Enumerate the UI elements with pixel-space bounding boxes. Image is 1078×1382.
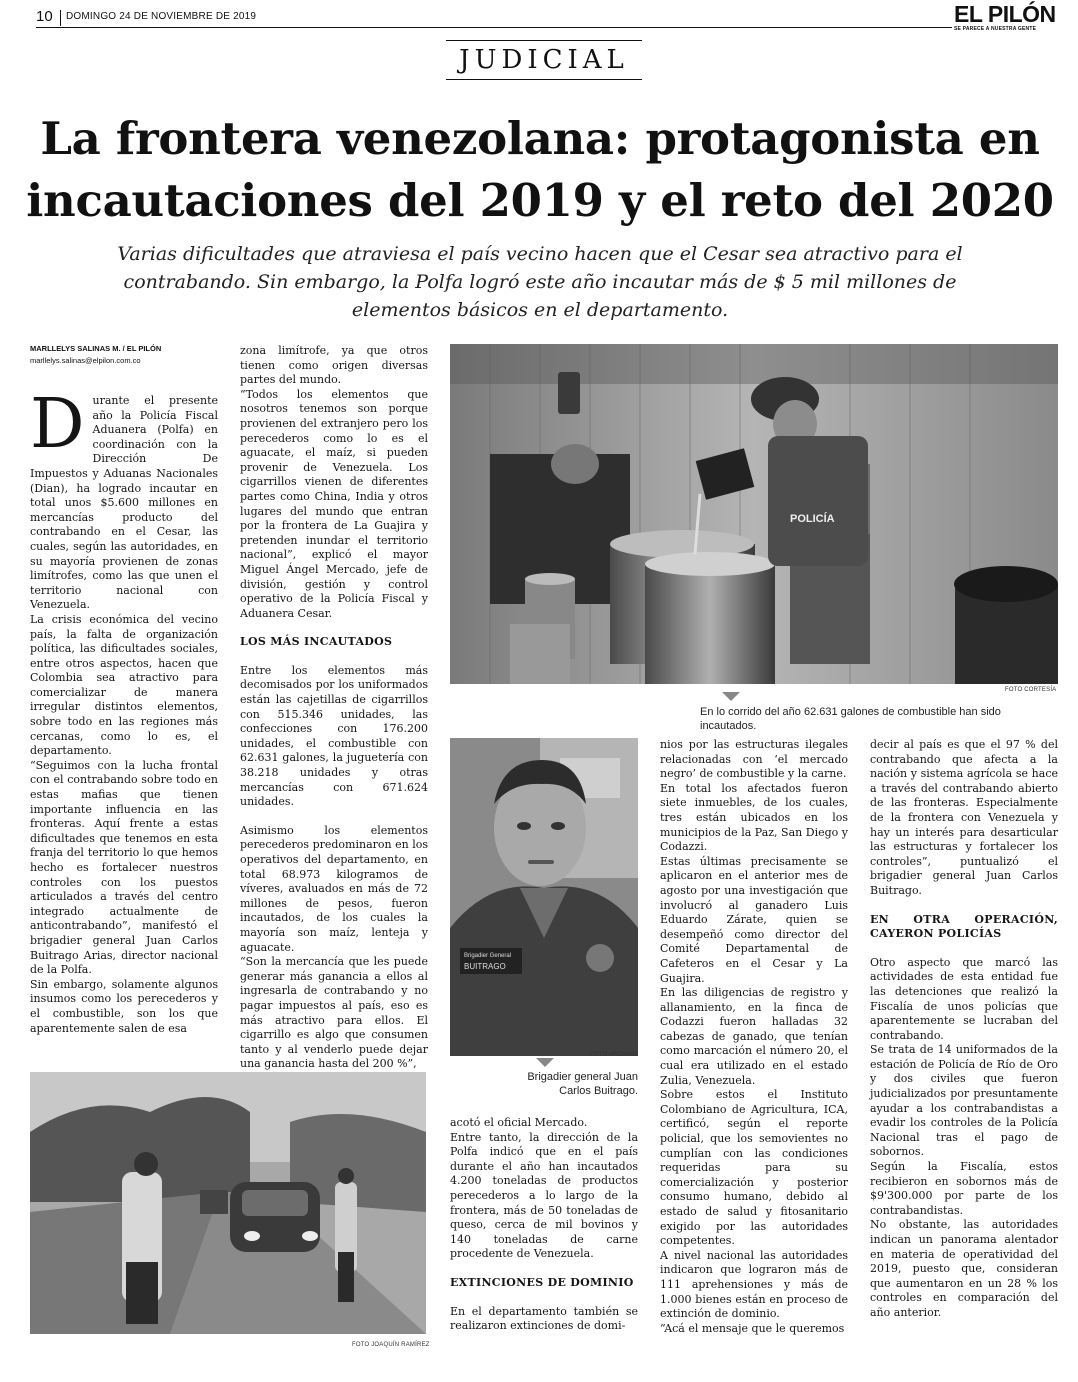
photo-checkpoint	[30, 1072, 426, 1334]
photo-caption: En lo corrido del año 62.631 galones de combustible han sido incautados.	[700, 706, 1001, 732]
paragraph: Entre los elementos más decomisados por los uniformados están las cajetillas de cigarrillos con 515.346 unidades, las confecciones con 176.200 unidades, el combustible con 62.631 galones, la juguetería con 38.218 unidades y otras mercancías con 671.624 unidades.	[240, 663, 428, 809]
paragraph: urante el presente año la Policía Fiscal Aduanera (Polfa) en coordinación con la Dirección De Impuestos y Aduanas Nacionales (Dian), ha logrado incautar en total unos $5.600 millones en mercancías producto del contrabando en el Cesar, las cuales, según las autoridades, en su mayoría provienen de zonas limítrofes, como las que unen el territorio nacional con Venezuela.	[30, 394, 218, 612]
newspaper-logo	[954, 2, 1058, 34]
subheading: EN OTRA OPERACIÓN, CAYERON POLICÍAS	[870, 912, 1058, 941]
photo-credit: FOTO CORTESÍA	[1005, 687, 1057, 693]
section-label	[446, 40, 642, 80]
logo-name: EL PILÓN	[954, 1, 1056, 27]
paragraph: “Son la mercancía que les puede generar más ganancia a ellos al ingresarla de contrabando y no pagar impuestos al país, eso es más atractivo para ellos. El cigarrillo es algo que consumen tanto y al venderlo puede dejar una ganancia hasta del 200 %”,	[240, 955, 428, 1071]
vest-label: POLICÍA	[790, 513, 835, 525]
paragraph: “Todos los elementos que nosotros tenemos son porque provienen del extranjero pero los perecederos como lo es el aguacate, el maíz, si pueden provenir de Venezuela. Los cigarrillos vienen de diferentes partes como China, India y otros lugares del mundo que entran por la frontera de La Guajira y pretenden inundar el territorio nacional”, explicó el mayor Miguel Ángel Mercado, jefe de división, gestión y control operativo de la Policía Fiscal y Aduanera Cesar.	[240, 387, 428, 620]
paragraph: A nivel nacional las autoridades indicaron que lograron más de 111 aprehensiones y más de 1.000 bienes están en proceso de extinción de dominio.	[660, 1248, 848, 1321]
header-separator	[60, 10, 61, 26]
logo-slogan: SE PARECE A NUESTRA GENTE	[954, 26, 1037, 32]
byline-email: marllelys.salinas@elpilon.com.co	[30, 356, 141, 365]
paragraph: Se trata de 14 uniformados de la estación de Policía de Río de Oro y dos civiles que fueron judicializados por presuntamente ayudar a los contrabandistas a evadir los controles de la Policía Nacional tras el pago de sobornos.	[870, 1043, 1058, 1159]
issue-date: DOMINGO 24 DE NOVIEMBRE DE 2019	[66, 11, 257, 22]
paragraph: Entre tanto, la dirección de la Polfa indicó que en el país durante el año han incautados 4.200 toneladas de productos perecederos a lo largo de la frontera, más de 50 toneladas de queso, cerca de mil bovinos y 140 toneladas de carne procedente de Venezuela.	[450, 1130, 638, 1261]
paragraph: Estas últimas precisamente se aplicaron en el anterior mes de agosto por una investigación que involucró al ganadero Luis Eduardo Zárate, quien se desempeñó como director del Comité Departamental de Cafeteros en el Cesar y La Guajira.	[660, 854, 848, 985]
article-column-5	[870, 738, 1058, 1321]
paragraph: En total los afectados fueron siete inmuebles, de los cuales, tres están ubicados en los municipios de la Paz, San Diego y Codazzi.	[660, 781, 848, 854]
article-column-3	[450, 1116, 638, 1334]
caption-marker-icon	[536, 1058, 554, 1067]
paragraph: Otro aspecto que marcó las actividades de esta entidad fue las detenciones que realizó la Fiscalía de unos policías que aparentemente se lucraban del contrabando.	[870, 955, 1058, 1042]
caption-marker-icon	[722, 692, 740, 701]
paragraph: Sin embargo, solamente algunos insumos como los perecederos y el combustible, son los que aparentemente salen de esa	[30, 977, 218, 1035]
deck-subtitle: Varias dificultades que atraviesa el país vecino hacen que el Cesar sea atractivo para el contrabando. Sin embargo, la Polfa logró este año incautar más de $ 5 mil millones de elementos básicos en el departamento.	[117, 243, 963, 321]
subheading: LOS MÁS INCAUTADOS	[240, 635, 393, 649]
paragraph: Según la Fiscalía, estos recibieron en sobornos más de $9'300.000 por parte de los contrabandistas.	[870, 1160, 1058, 1217]
paragraph: “Acá el mensaje que le queremos	[660, 1321, 845, 1335]
photo-portrait-image	[450, 738, 638, 1056]
photo-caption: Brigadier general Juan Carlos Buitrago.	[527, 1071, 638, 1097]
paragraph: No obstante, las autoridades indican un panorama alentador en materia de operatividad del 2019, puesto que, consideran que aumentaron en un 28 % los controles en comparación del año anterior.	[870, 1218, 1058, 1319]
article-column-1	[30, 385, 218, 1036]
photo-fuel-seizure-image	[450, 344, 1058, 684]
photo-checkpoint-image	[30, 1072, 426, 1334]
paragraph: acotó el oficial Mercado.	[450, 1116, 588, 1129]
paragraph: En el departamento también se realizaron extinciones de domi-	[450, 1304, 638, 1333]
drop-cap: D	[30, 385, 85, 464]
article-column-2	[240, 344, 428, 1072]
article-column-4	[660, 738, 848, 1336]
paragraph: La crisis económica del vecino país, la falta de organización política, las dificultades sociales, entre otros aspectos, hacen que Colombia sea atractivo para comercializar de manera irregular distintos elementos, sobre todo en las regiones más cercanas, como lo es, el departamento.	[30, 612, 218, 758]
photo-portrait-buitrago	[450, 738, 638, 1056]
paragraph: “Seguimos con la lucha frontal con el contrabando sobre todo en estas mafias que tienen importante influencia en las fronteras. Aquí frente a estas dificultades que tenemos en esta franja del territorio lo que hemos hecho es fortalecer nuestros controles con los puestos articulados a través del centro integrado actualmente de anticontrabando”, manifestó el brigadier general Juan Carlos Buitrago Arias, director nacional de la Polfa.	[30, 758, 218, 977]
uniform-nametag: BUITRAGO	[464, 962, 506, 971]
paragraph: Asimismo los elementos perecederos predominaron en los operativos del departamento, en total 68.973 kilogramos de víveres, avaluados en más de 72 millones de pesos, fueron incautados, de los cuales la mayoría son maíz, lenteja y aguacate.	[240, 823, 428, 954]
headline: La frontera venezolana: protagonista en incautaciones del 2019 y el reto del 2020	[26, 112, 1054, 227]
page-number: 10	[36, 8, 53, 25]
uniform-patch-label: Brigadier General	[464, 953, 512, 959]
paragraph: nios por las estructuras ilegales relacionadas con ‘el mercado negro’ de combustible y la carne.	[660, 738, 848, 781]
section-name: JUDICIAL	[459, 45, 629, 75]
photo-fuel-seizure	[450, 344, 1058, 684]
byline: MARLLELYS SALINAS M. / EL PILÓN	[30, 344, 162, 353]
paragraph: En las diligencias de registro y allanamiento, en la finca de Codazzi fueron halladas 32 cabezas de ganado, que tenían como marcación el número 20, el cual era utilizado en el estado Zulia, Venezuela.	[660, 986, 848, 1087]
paragraph: Sobre estos el Instituto Colombiano de Agricultura, ICA, certificó, según el reporte policial, que los semovientes no cumplían con las condiciones requeridas para su comercialización y posterior consumo humano, debido al estado de salud y fitosanitario exigido por las autoridades competentes.	[660, 1088, 848, 1248]
header-rule	[36, 27, 952, 28]
subheading: EXTINCIONES DE DOMINIO	[450, 1275, 634, 1289]
paragraph: zona limítrofe, ya que otros tienen como origen diversas partes del mundo.	[240, 344, 428, 387]
photo-credit: FOTO ARCHIVO	[590, 1052, 638, 1058]
paragraph: decir al país es que el 97 % del contrabando que afecta a la nación y sistema agrícola se hace a través del contrabando abierto de las fronteras. Especialmente de la frontera con Venezuela y hay un interés para desarticular las estructuras y fortalecer los controles”, puntualizó el brigadier general Juan Carlos Buitrago.	[870, 738, 1058, 897]
photo-credit: FOTO JOAQUÍN RAMÍREZ	[352, 1342, 430, 1348]
